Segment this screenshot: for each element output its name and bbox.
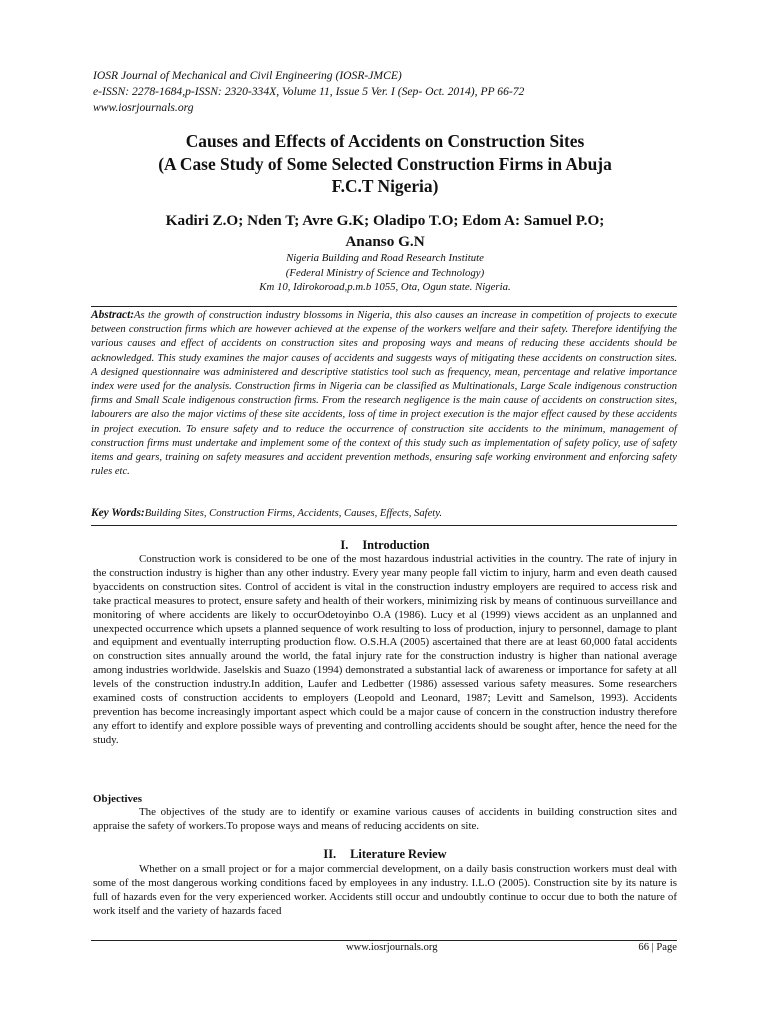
section-heading-literature-review	[93, 846, 677, 862]
section-title-literature-review: Literature Review	[350, 847, 447, 861]
literature-review-paragraph: Whether on a small project or for a major commercial development, on a daily basis construction workers must deal with some of the most dangerous working conditions faced by employees in any industry. I.L.O (2005). Construction site by its nature is full of hazards even for the very experienced worker. Accidents still occur and undoubtly continue to occur due to both the nature of work itself and the variety of hazards faced	[93, 863, 677, 917]
section-title-introduction: Introduction	[362, 538, 430, 552]
objectives-heading: Objectives	[93, 793, 142, 805]
journal-name: IOSR Journal of Mechanical and Civil Engineering (IOSR-JMCE)	[93, 69, 402, 82]
journal-website[interactable]: www.iosrjournals.org	[93, 101, 194, 114]
title-line-2: (A Case Study of Some Selected Construction Firms in Abuja	[158, 153, 612, 174]
paper-title	[93, 130, 677, 198]
title-line-3: F.C.T Nigeria)	[331, 176, 439, 196]
authors-line-1: Kadiri Z.O; Nden T; Avre G.K; Oladipo T.O; Edom A: Samuel P.O;	[165, 212, 605, 229]
page-number: 66 | Page	[638, 942, 677, 953]
keywords-label: Key Words:	[91, 507, 145, 519]
journal-issn-volume: e-ISSN: 2278-1684,p-ISSN: 2320-334X, Volume 11, Issue 5 Ver. I (Sep- Oct. 2014), PP 66-72	[93, 85, 525, 98]
affiliation-address: Km 10, Idirokoroad,p.m.b 1055, Ota, Ogun state. Nigeria.	[259, 281, 511, 293]
section-number-literature-review: II.	[323, 847, 337, 861]
keywords	[91, 506, 677, 526]
footer-website[interactable]: www.iosrjournals.org	[346, 942, 438, 953]
affiliation	[93, 251, 677, 295]
keywords-text: Building Sites, Construction Firms, Accidents, Causes, Effects, Safety.	[144, 508, 442, 519]
author-list	[93, 210, 677, 252]
title-line-1: Causes and Effects of Accidents on Construction Sites	[185, 131, 585, 151]
abstract-text: As the growth of construction industry blossoms in Nigeria, this also causes an increase in competition of projects to execute between construction firms which are however achieved at the expense of the workers welfare and their safety. Therefore identifying the various causes and effect of accidents on construction sites and proposing ways and means of reducing these accidents should be acknowledged. This study examines the major causes of accidents and suggests ways of mitigating these accidents on construction sites. A designed questionnaire was administered and descriptive statistics tool such as frequency, mean, percentage and relative importance index were used for the analysis. Construction firms in Nigeria can be classified as Multinationals, Large Scale indigenous construction firms and Small Scale indigenous construction firms. From the research negligence is the main cause of accidents on construction sites, labourers are also the major victims of these site accidents, loss of time in project execution is the major effect caused by these accidents in project execution. To ensure safety and to reduce the occurrence of construction site accidents to the minimum, management of construction firms must undertake and implement some of the context of this study such as implementation of safety policy, use of safety items and gears, training on safety measures and accident prevention methods, ensuring safe working environment and enforcing safety rules etc.	[91, 310, 677, 478]
section-heading-introduction	[93, 537, 677, 553]
section-number-introduction: I.	[340, 538, 349, 552]
journal-header	[93, 68, 683, 116]
introduction-paragraph: Construction work is considered to be one of the most hazardous industrial activities in the country. The rate of injury in the construction industry is higher than any other industry. Every year many people fall victim to injury, harm and even death caused byaccidents on construction sites. Control of accident is vital in the construction industry employers are required to access risk and take practical measures to protect, ensure safety and health of their workers, minimizing risk by means of continuous surveillance and monitoring of where accidents are likely to occurOdetoyinbo O.A (1986). Lucy et al (1999) views accident as an unplanned and unexpected occurrence which upsets a planned sequence of work resulting to loss of production, injury to personnel, damage to plant and equipment and eventually interrupting production flow. O.S.H.A (2005) ascertained that there are at least 60,000 fatal accidents on construction sites annually around the world, the fatal injury rate for the construction industry is higher than national average among industries worldwide. Jaselskis and Suazo (1994) demonstrated a substantial lack of awareness or importance for safety at all levels of the construction industry.In addition, Laufer and Ledbetter (1986) assessed various safety measures. Some researchers examined costs of construction accidents to employers (Leopold and Leonard, 1987; Levitt and Samelson, 1993). Accidents prevention has become increasingly important aspect which could be a major cause of concern in the construction industry therefore any effort to identify and explore possible ways of preventing and controlling accidents should be sought after, hence the need for the study.	[93, 553, 677, 746]
abstract-label: Abstract:	[91, 309, 135, 321]
affiliation-institute: Nigeria Building and Road Research Institute	[286, 252, 484, 264]
objectives-paragraph: The objectives of the study are to identify or examine various causes of accidents in building construction sites and appraise the safety of workers.To propose ways and means of reducing accidents on site.	[93, 806, 677, 832]
abstract	[91, 306, 677, 479]
affiliation-ministry: (Federal Ministry of Science and Technology)	[285, 266, 485, 279]
authors-line-2: Ananso G.N	[345, 233, 425, 250]
